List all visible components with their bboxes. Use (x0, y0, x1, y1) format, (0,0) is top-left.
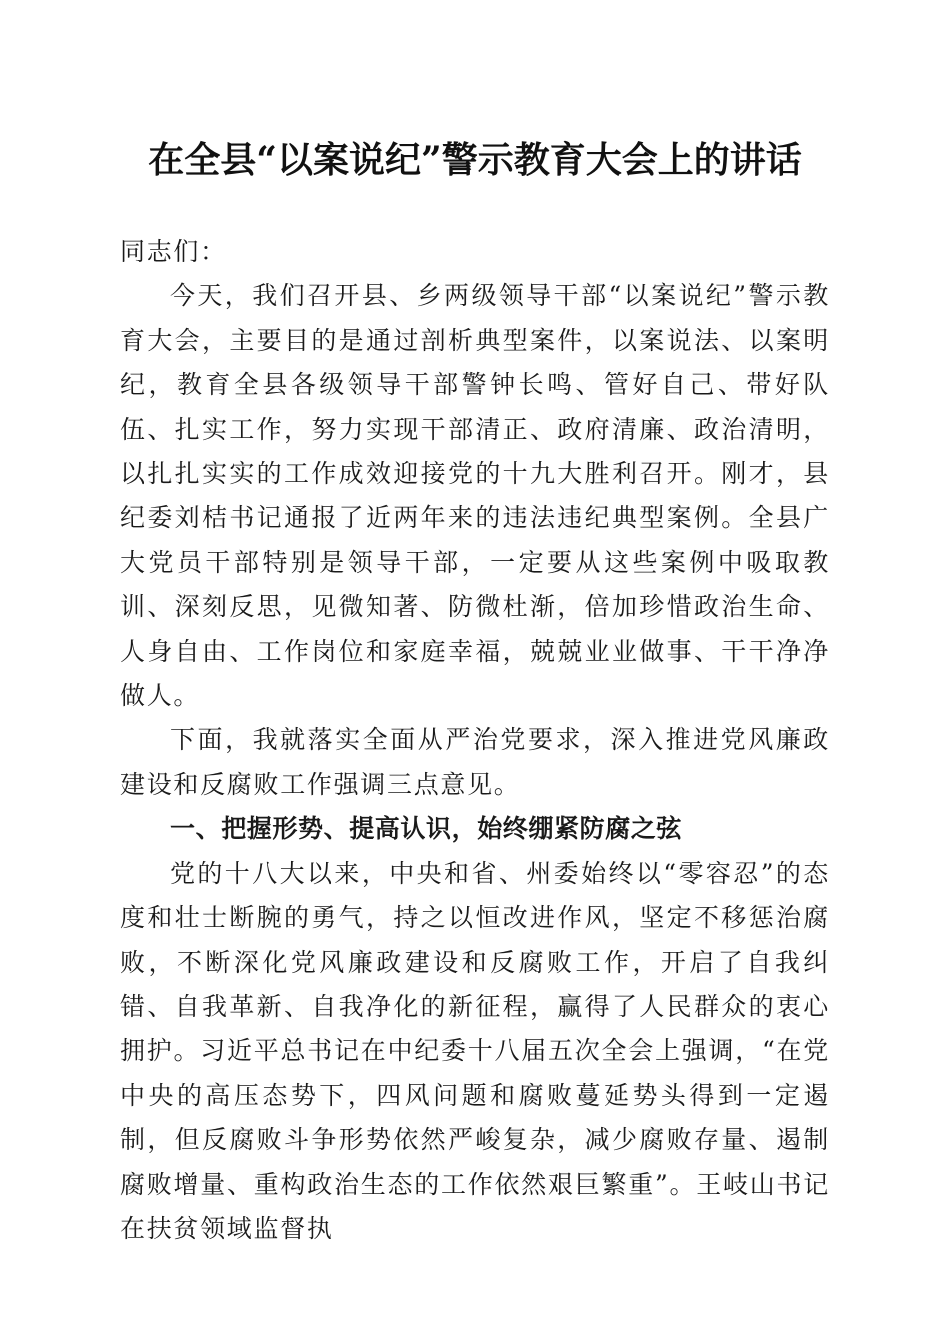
document-body (120, 230, 830, 1251)
section-heading: 一、把握形势、提高认识，始终绷紧防腐之弦 (170, 814, 683, 844)
paragraph-opening: 今天，我们召开县、乡两级领导干部“以案说纪”警示教育大会，主要目的是通过剖析典型案件，以案说法、以案明纪，教育全县各级领导干部警钟长鸣、管好自己、带好队伍、扎实工作，努力实现干部清正、政府清廉、政治清明，以扎扎实实的工作成效迎接党的十九大胜利召开。刚才，县纪委刘桔书记通报了近两年来的违法违纪典型案例。全县广大党员干部特别是领导干部，一定要从这些案例中吸取教训、深刻反思，见微知著、防微杜渐，倍加珍惜政治生命、人身自由、工作岗位和家庭幸福，兢兢业业做事、干干净净做人。 (120, 281, 830, 711)
section-paragraph: 党的十八大以来，中央和省、州委始终以“零容忍”的态度和壮士断腕的勇气，持之以恒改进作风，坚定不移惩治腐败，不断深化党风廉政建设和反腐败工作，开启了自我纠错、自我革新、自我净化的新征程，赢得了人民群众的衷心拥护。习近平总书记在中纪委十八届五次全会上强调，“在党中央的高压态势下，四风问题和腐败蔓延势头得到一定遏制，但反腐败斗争形势依然严峻复杂，减少腐败存量、遏制腐败增量、重构政治生态的工作依然艰巨繁重”。王岐山书记在扶贫领域监督执 (120, 858, 830, 1243)
paragraph-intro-points: 下面，我就落实全面从严治党要求，深入推进党风廉政建设和反腐败工作强调三点意见。 (120, 725, 830, 799)
document-title: 在全县“以案说纪”警示教育大会上的讲话 (148, 139, 802, 181)
salutation: 同志们： (120, 237, 227, 266)
